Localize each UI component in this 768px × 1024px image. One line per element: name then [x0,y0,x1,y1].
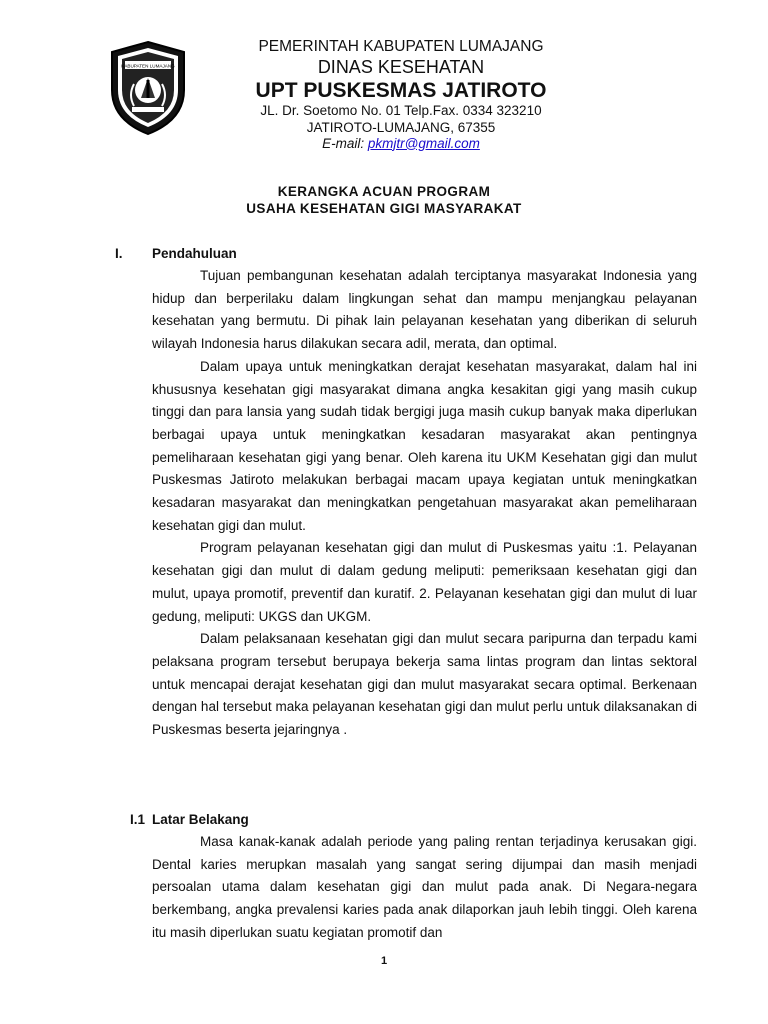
email-link[interactable]: pkmjtr@gmail.com [367,135,480,151]
document-title [0,183,768,217]
section-number: I. [115,246,123,261]
city-line: JATIROTO-LUMAJANG, 67355 [306,119,496,135]
section-title: Latar Belakang [152,812,249,827]
regency-logo [108,40,188,136]
page-number: 1 [380,955,388,967]
section-body-latar-belakang [152,831,697,945]
paragraph: Masa kanak-kanak adalah periode yang paling rentan terjadinya kerusakan gigi. Dental karies merupkan masalah yang sangat sering dijumpai dan masih menjadi persoalan utama dalam kesehatan gigi dan mulut pada anak. Di Negara-negara berkembang, angka prevalensi karies pada anak dilaporkan jauh lebih tinggi. Oleh karena itu masih diperlukan suatu kegiatan promotif dan [152,834,697,940]
logo-lettering: KABUPATEN LUMAJANG [121,63,175,69]
section-heading-pendahuluan [115,246,237,261]
paragraph: Dalam pelaksanaan kesehatan gigi dan mulut secara paripurna dan terpadu kami pelaksana program tersebut berupaya bekerja sama lintas program dan lintas sektoral untuk mencapai derajat kesehatan gigi dan mulut masyarakat secara optimal. Berkenaan dengan hal tersebut maka pelayanan kesehatan gigi dan mulut perlu untuk dilaksanakan di Puskesmas beserta jejaringnya . [152,631,697,738]
section-number: I.1 [130,812,146,827]
email-line [196,136,606,152]
organization-name: UPT PUSKESMAS JATIROTO [255,79,547,103]
email-label: E-mail: [322,135,368,151]
address-line: JL. Dr. Soetomo No. 01 Telp.Fax. 0334 323210 [260,103,542,119]
title-line-1: KERANGKA ACUAN PROGRAM [277,184,491,199]
paragraph: Program pelayanan kesehatan gigi dan mulut di Puskesmas yaitu :1. Pelayanan kesehatan gigi dan mulut di dalam gedung meliputi: pemeriksaan kesehatan gigi dan mulut, upaya promotif, preventif dan kuratif. 2. Pelayanan kesehatan gigi dan mulut di luar gedung, meliputi: UKGS dan UKGM. [152,540,697,624]
department-name: DINAS KESEHATAN [317,56,485,77]
section-heading-latar-belakang [130,812,249,827]
government-name: PEMERINTAH KABUPATEN LUMAJANG [258,38,544,55]
paragraph: Dalam upaya untuk meningkatkan derajat kesehatan masyarakat, dalam hal ini khususnya kesehatan gigi masyarakat dimana angka kesakitan gigi yang masih cukup tinggi dan para lansia yang sudah tidak bergigi juga masih cukup banyak maka diperlukan berbagai upaya untuk meningkatkan kesadaran masyarakat akan pentingnya pemeliharaan kesehatan gigi yang benar. Oleh karena itu UKM Kesehatan gigi dan mulut Puskesmas Jatiroto melakukan berbagai macam upaya kegiatan untuk meningkatkan kesadaran masyarakat dan meningkatkan pengetahuan masyarakat akan pemeliharaan kesehatan gigi dan mulut. [152,358,697,533]
title-line-2: USAHA KESEHATAN GIGI MASYARAKAT [246,201,522,216]
letterhead [196,38,606,152]
section-title: Pendahuluan [152,246,237,261]
section-body-pendahuluan [152,265,697,742]
paragraph: Tujuan pembangunan kesehatan adalah terciptanya masyarakat Indonesia yang hidup dan berperilaku dalam lingkungan sehat dan mampu menjangkau pelayanan kesehatan yang bermutu. Di pihak lain pelayanan kesehatan yang diberikan di seluruh wilayah Indonesia harus dilakukan secara adil, merata, dan optimal. [152,268,697,352]
shield-emblem-icon [108,40,188,136]
